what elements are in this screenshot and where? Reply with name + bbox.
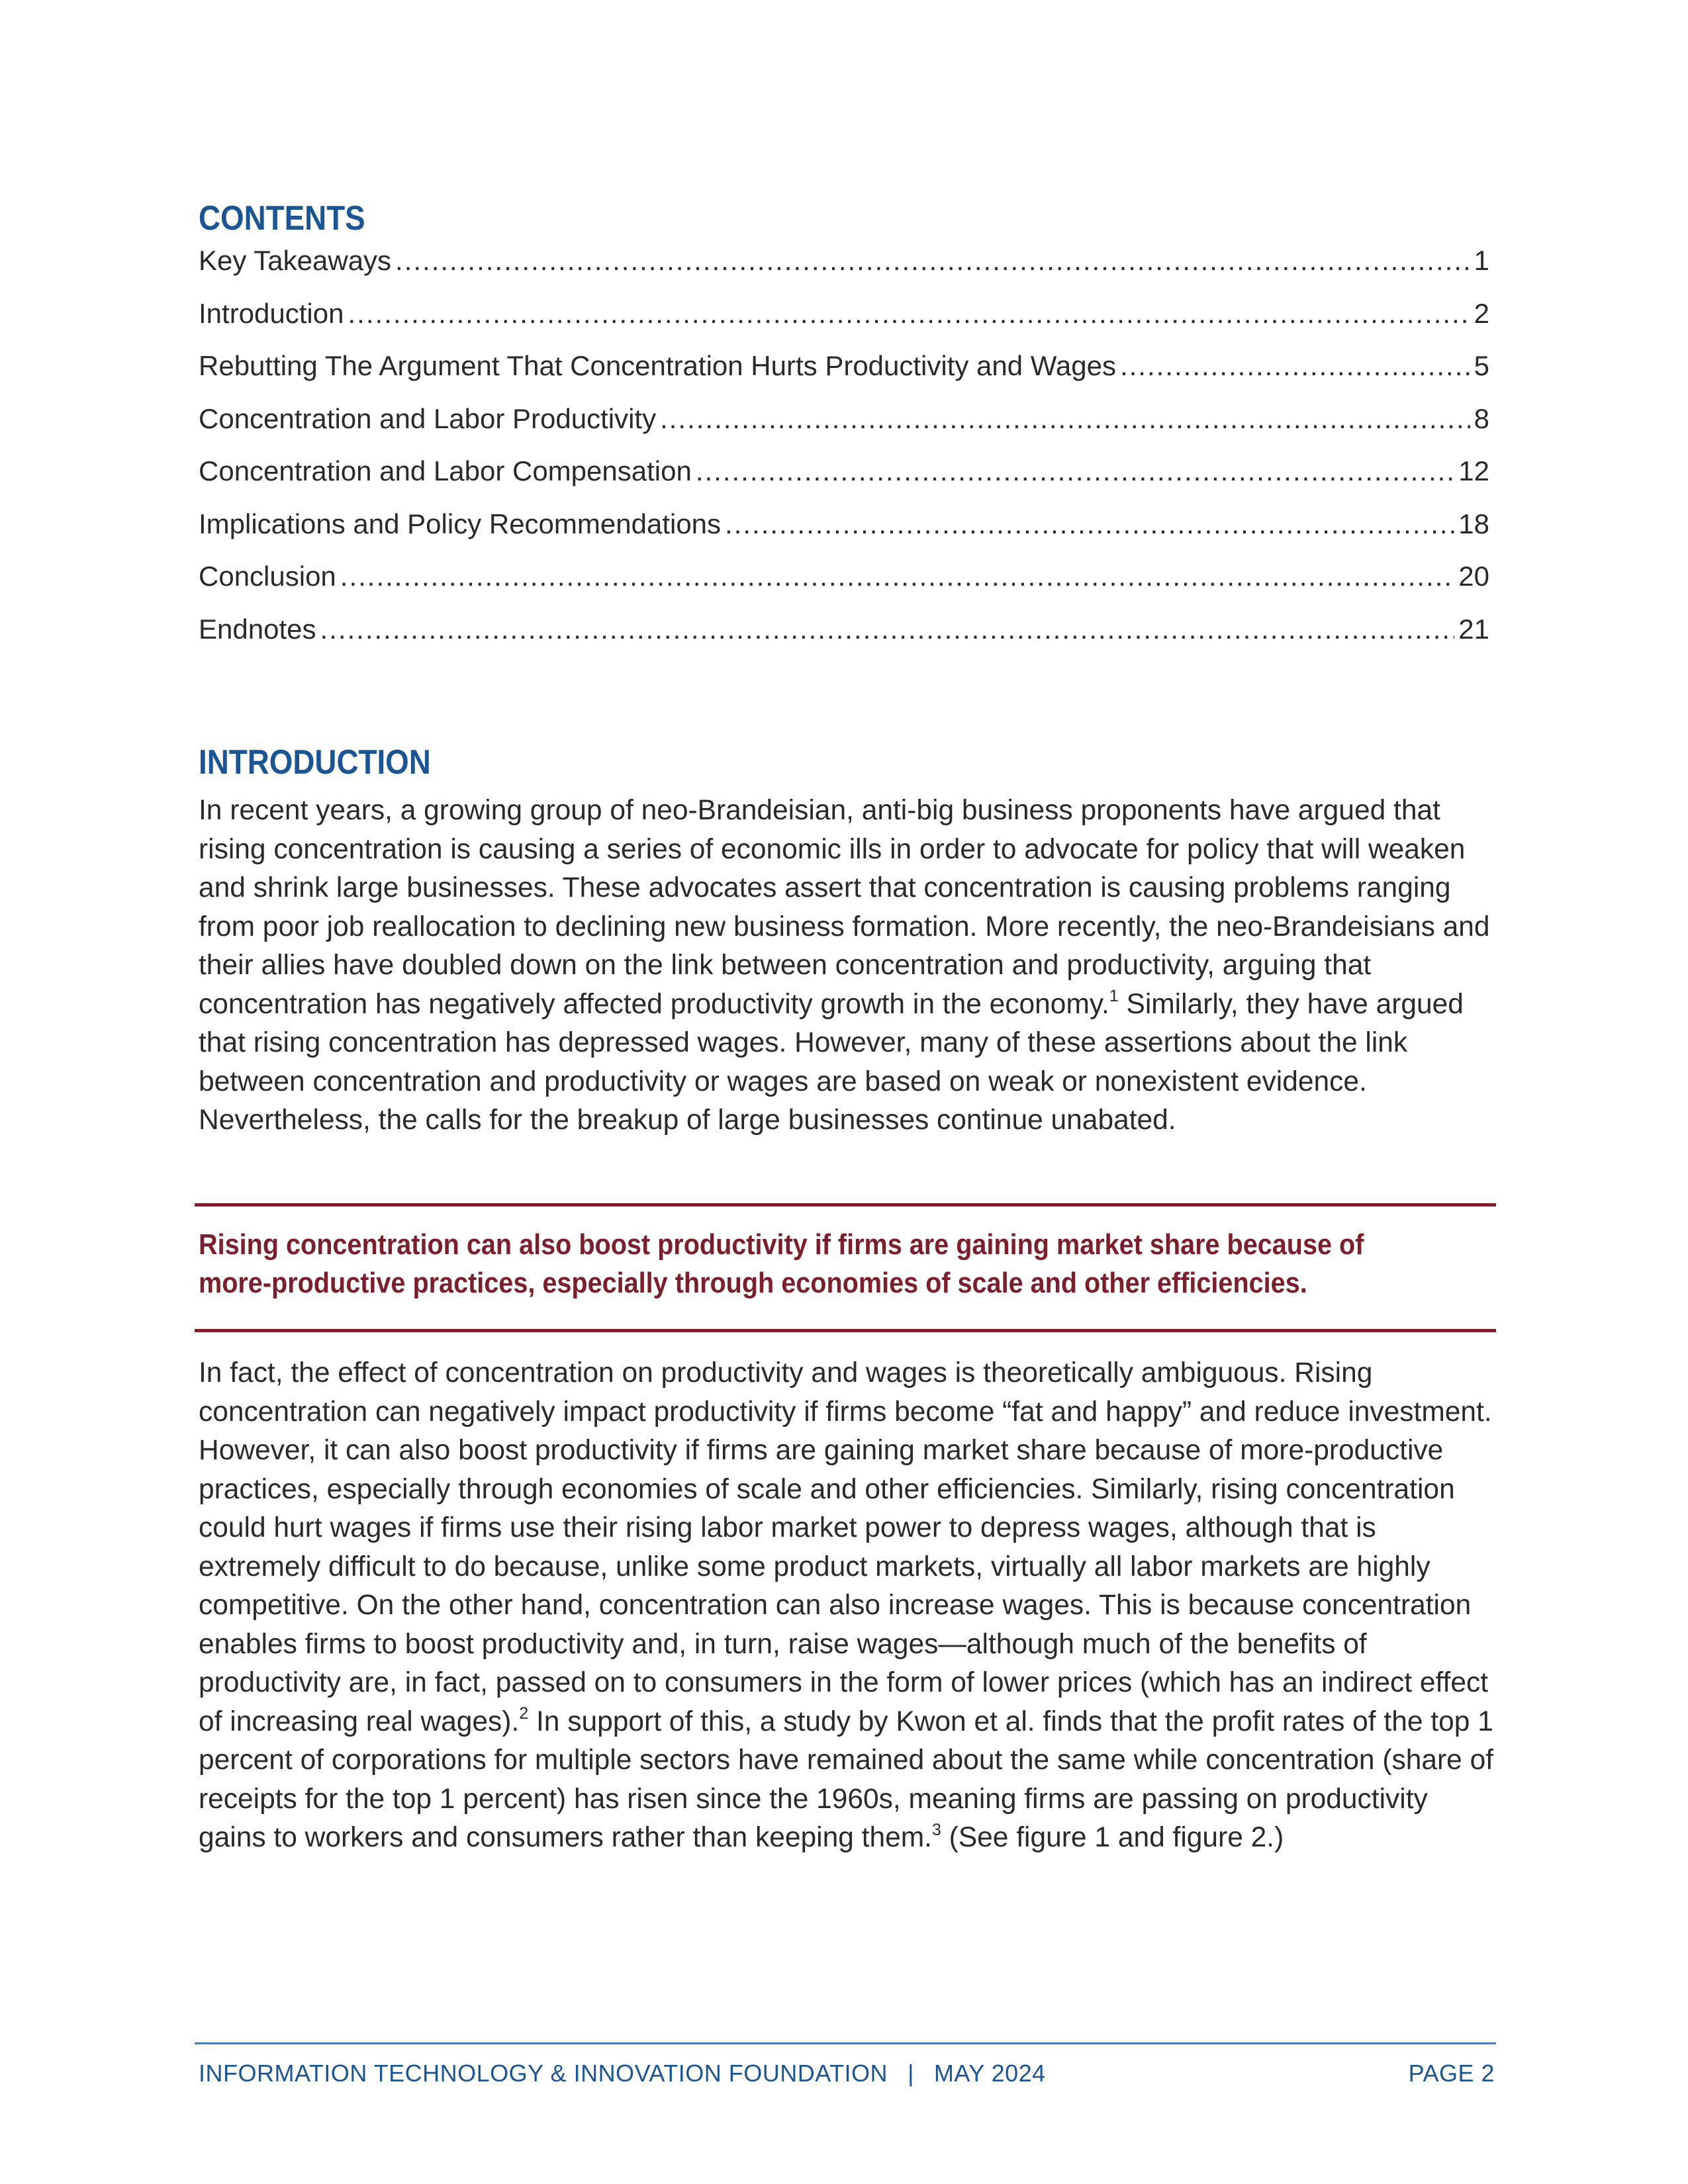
footer-page-number: PAGE 2 <box>1408 2060 1495 2087</box>
toc-entry-page: 12 <box>1458 455 1489 486</box>
toc-entry-label: Conclusion <box>199 561 336 592</box>
footer-separator: | <box>908 2060 914 2087</box>
footer-left <box>199 2060 1046 2087</box>
toc-entry-label: Endnotes <box>199 613 316 645</box>
paragraph-text: In recent years, a growing group of neo-Brandeisian, anti-big business proponents have argued that rising concentration is causing a series of economic ills in order to advocate for policy that will weaken and shrink large businesses. These advocates assert that concentration is causing problems ranging from poor job reallocation to declining new business formation. More recently, the neo-Brandeisians and their allies have doubled down on the link between concentration and productivity, arguing that concentration has negatively affected productivity growth in the economy. <box>199 795 1490 1020</box>
toc-entry-page: 20 <box>1458 561 1489 592</box>
page-footer <box>199 2060 1495 2087</box>
contents-heading: CONTENTS <box>199 199 365 238</box>
toc-entry-page: 18 <box>1458 508 1489 539</box>
paragraph-text: Similarly, they have argued that rising concentration has depressed wages. However, many of these assertions about the link between concentration and productivity or wages are based on weak or nonexistent evidence. Nevertheless, the calls for the breakup of large businesses continue unabated. <box>199 988 1464 1136</box>
toc-entry-page: 2 <box>1474 297 1489 329</box>
toc-leader-dots <box>725 508 1454 540</box>
intro-paragraph-2 <box>199 1354 1496 1858</box>
toc-leader-dots <box>395 245 1470 277</box>
toc-entry-label: Concentration and Labor Compensation <box>199 455 692 486</box>
toc-entry[interactable] <box>199 508 1489 561</box>
toc-entry-label: Key Takeaways <box>199 245 392 276</box>
toc-entry-label: Implications and Policy Recommendations <box>199 508 722 539</box>
toc-entry-label: Introduction <box>199 297 344 329</box>
pull-quote: Rising concentration can also boost productivity if firms are gaining market share because of more-productive practices, especially through economies of scale and other efficiencies. <box>199 1228 1364 1299</box>
toc-leader-dots <box>696 455 1454 487</box>
footer-date: MAY 2024 <box>933 2060 1046 2087</box>
toc-entry-page: 21 <box>1458 613 1489 645</box>
introduction-heading: INTRODUCTION <box>199 743 431 782</box>
toc-entry[interactable] <box>199 298 1489 351</box>
toc-entry[interactable] <box>199 350 1489 403</box>
callout-bottom-rule <box>195 1329 1496 1332</box>
toc-entry-page: 8 <box>1474 402 1489 434</box>
toc-entry-page: 1 <box>1474 245 1489 276</box>
toc-leader-dots <box>660 403 1470 435</box>
toc-entry-label: Concentration and Labor Productivity <box>199 402 657 434</box>
footnote-marker[interactable]: 2 <box>519 1704 529 1723</box>
paragraph-text: In support of this, a study by Kwon et al. finds that the profit rates of the top 1 percent of corporations for multiple sectors have remained about the same while concentration (share of receipts for the top 1 percent) has risen since the 1960s, meaning firms are passing on productivity gains to workers and consumers rather than keeping them. <box>199 1706 1494 1853</box>
toc-leader-dots <box>348 298 1470 330</box>
toc-entry[interactable] <box>199 561 1489 614</box>
toc-leader-dots <box>1120 350 1470 382</box>
footer-org: INFORMATION TECHNOLOGY & INNOVATION FOUNDATION <box>199 2060 888 2087</box>
toc-leader-dots <box>320 614 1454 645</box>
footnote-marker[interactable]: 3 <box>931 1820 941 1839</box>
callout-top-rule <box>195 1203 1496 1206</box>
toc-entry[interactable] <box>199 455 1489 508</box>
footnote-marker[interactable]: 1 <box>1109 987 1119 1006</box>
paragraph-text: (See figure 1 and figure 2.) <box>941 1822 1284 1853</box>
intro-paragraph-1 <box>199 792 1496 1140</box>
toc-leader-dots <box>340 561 1454 592</box>
table-of-contents <box>199 245 1489 666</box>
toc-entry[interactable] <box>199 614 1489 666</box>
toc-entry[interactable] <box>199 403 1489 456</box>
paragraph-text: In fact, the effect of concentration on productivity and wages is theoretically ambiguous. Rising concentration can negatively impact productivity if firms become “fat and happy” and reduce investment. However, it can also boost productivity if firms are gaining market share because of more-productive practices, especially through economies of scale and other efficiencies. Similarly, rising concentration could hurt wages if firms use their rising labor market power to depress wages, although that is extremely difficult to do because, unlike some product markets, virtually all labor markets are highly competitive. On the other hand, concentration can also increase wages. This is because concentration enables firms to boost productivity and, in turn, raise wages—although much of the benefits of productivity are, in fact, passed on to consumers in the form of lower prices (which has an indirect effect of increasing real wages). <box>199 1357 1492 1737</box>
toc-entry[interactable] <box>199 245 1489 298</box>
footer-rule <box>195 2042 1496 2044</box>
toc-entry-label: Rebutting The Argument That Concentration Hurts Productivity and Wages <box>199 350 1116 381</box>
toc-entry-page: 5 <box>1474 350 1489 381</box>
